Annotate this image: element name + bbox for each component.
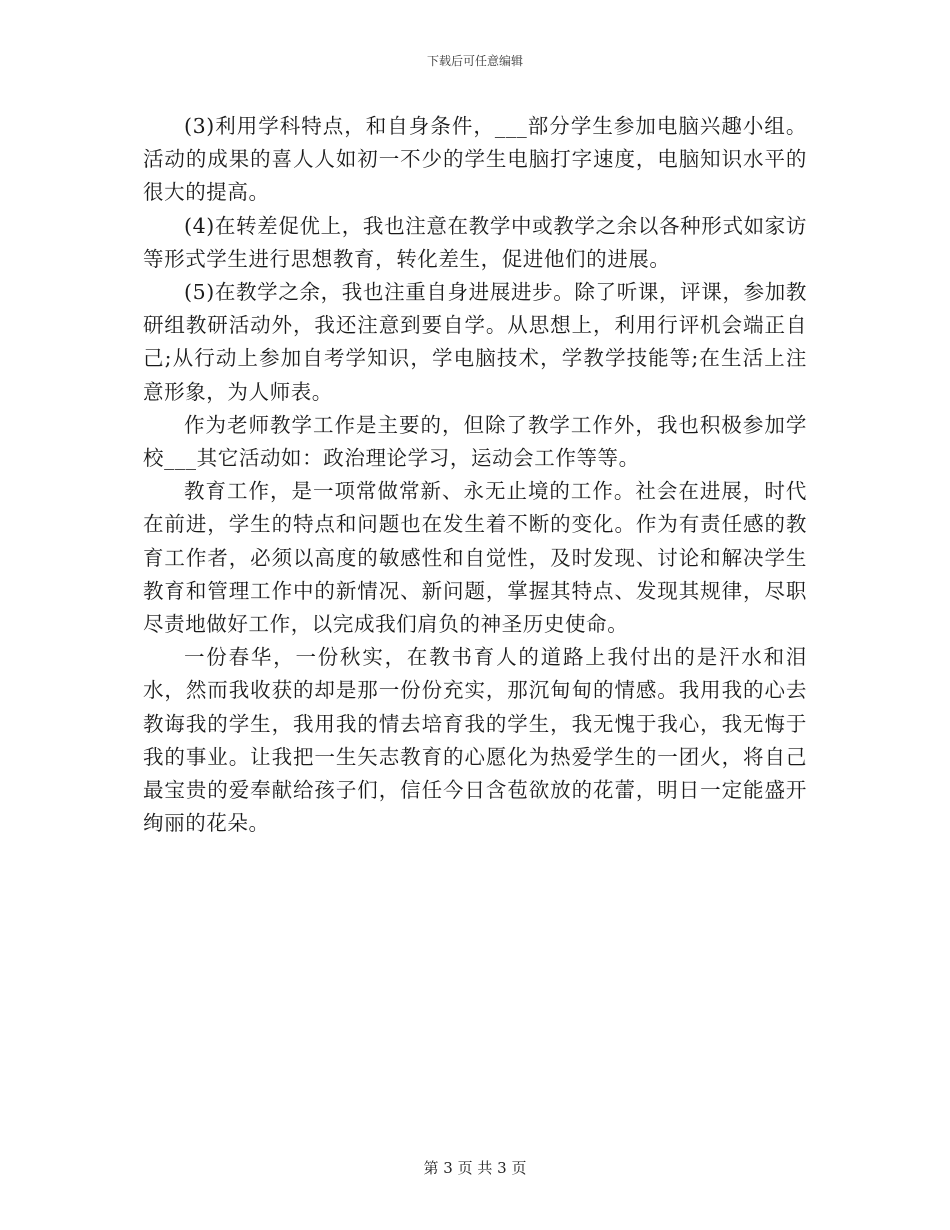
paragraph: 作为老师教学工作是主要的，但除了教学工作外，我也积极参加学校___其它活动如：政治理论学习，运动会工作等等。 bbox=[143, 412, 807, 471]
paragraph: 教育工作，是一项常做常新、永无止境的工作。社会在进展，时代在前进，学生的特点和问题也在发生着不断的变化。作为有责任感的教育工作者，必须以高度的敏感性和自觉性，及时发现、讨论和解决学生教育和管理工作中的新情况、新问题，掌握其特点、发现其规律，尽职尽责地做好工作，以完成我们肩负的神圣历史使命。 bbox=[143, 479, 807, 637]
page-footer: 第 3 页 共 3 页 bbox=[423, 1159, 527, 1177]
paragraph: (5)在教学之余，我也注重自身进展进步。除了听课，评课，参加教研组教研活动外，我还注意到要自学。从思想上，利用行评机会端正自己;从行动上参加自考学知识，学电脑技术，学教学技能等;在生活上注意形象，为人师表。 bbox=[143, 280, 807, 404]
page-header: 下载后可任意编辑 bbox=[426, 54, 523, 68]
document-body bbox=[143, 110, 807, 840]
paragraph: (3)利用学科特点，和自身条件，___部分学生参加电脑兴趣小组。活动的成果的喜人人如初一不少的学生电脑打字速度，电脑知识水平的很大的提高。 bbox=[143, 114, 807, 205]
paragraph: 一份春华，一份秋实，在教书育人的道路上我付出的是汗水和泪水，然而我收获的却是那一份份充实，那沉甸甸的情感。我用我的心去教诲我的学生，我用我的情去培育我的学生，我无愧于我心，我无悔于我的事业。让我把一生矢志教育的心愿化为热爱学生的一团火，将自己最宝贵的爱奉献给孩子们，信任今日含苞欲放的花蕾，明日一定能盛开绚丽的花朵。 bbox=[143, 645, 807, 836]
paragraph: (4)在转差促优上，我也注意在教学中或教学之余以各种形式如家访等形式学生进行思想教育，转化差生，促进他们的进展。 bbox=[143, 213, 807, 271]
